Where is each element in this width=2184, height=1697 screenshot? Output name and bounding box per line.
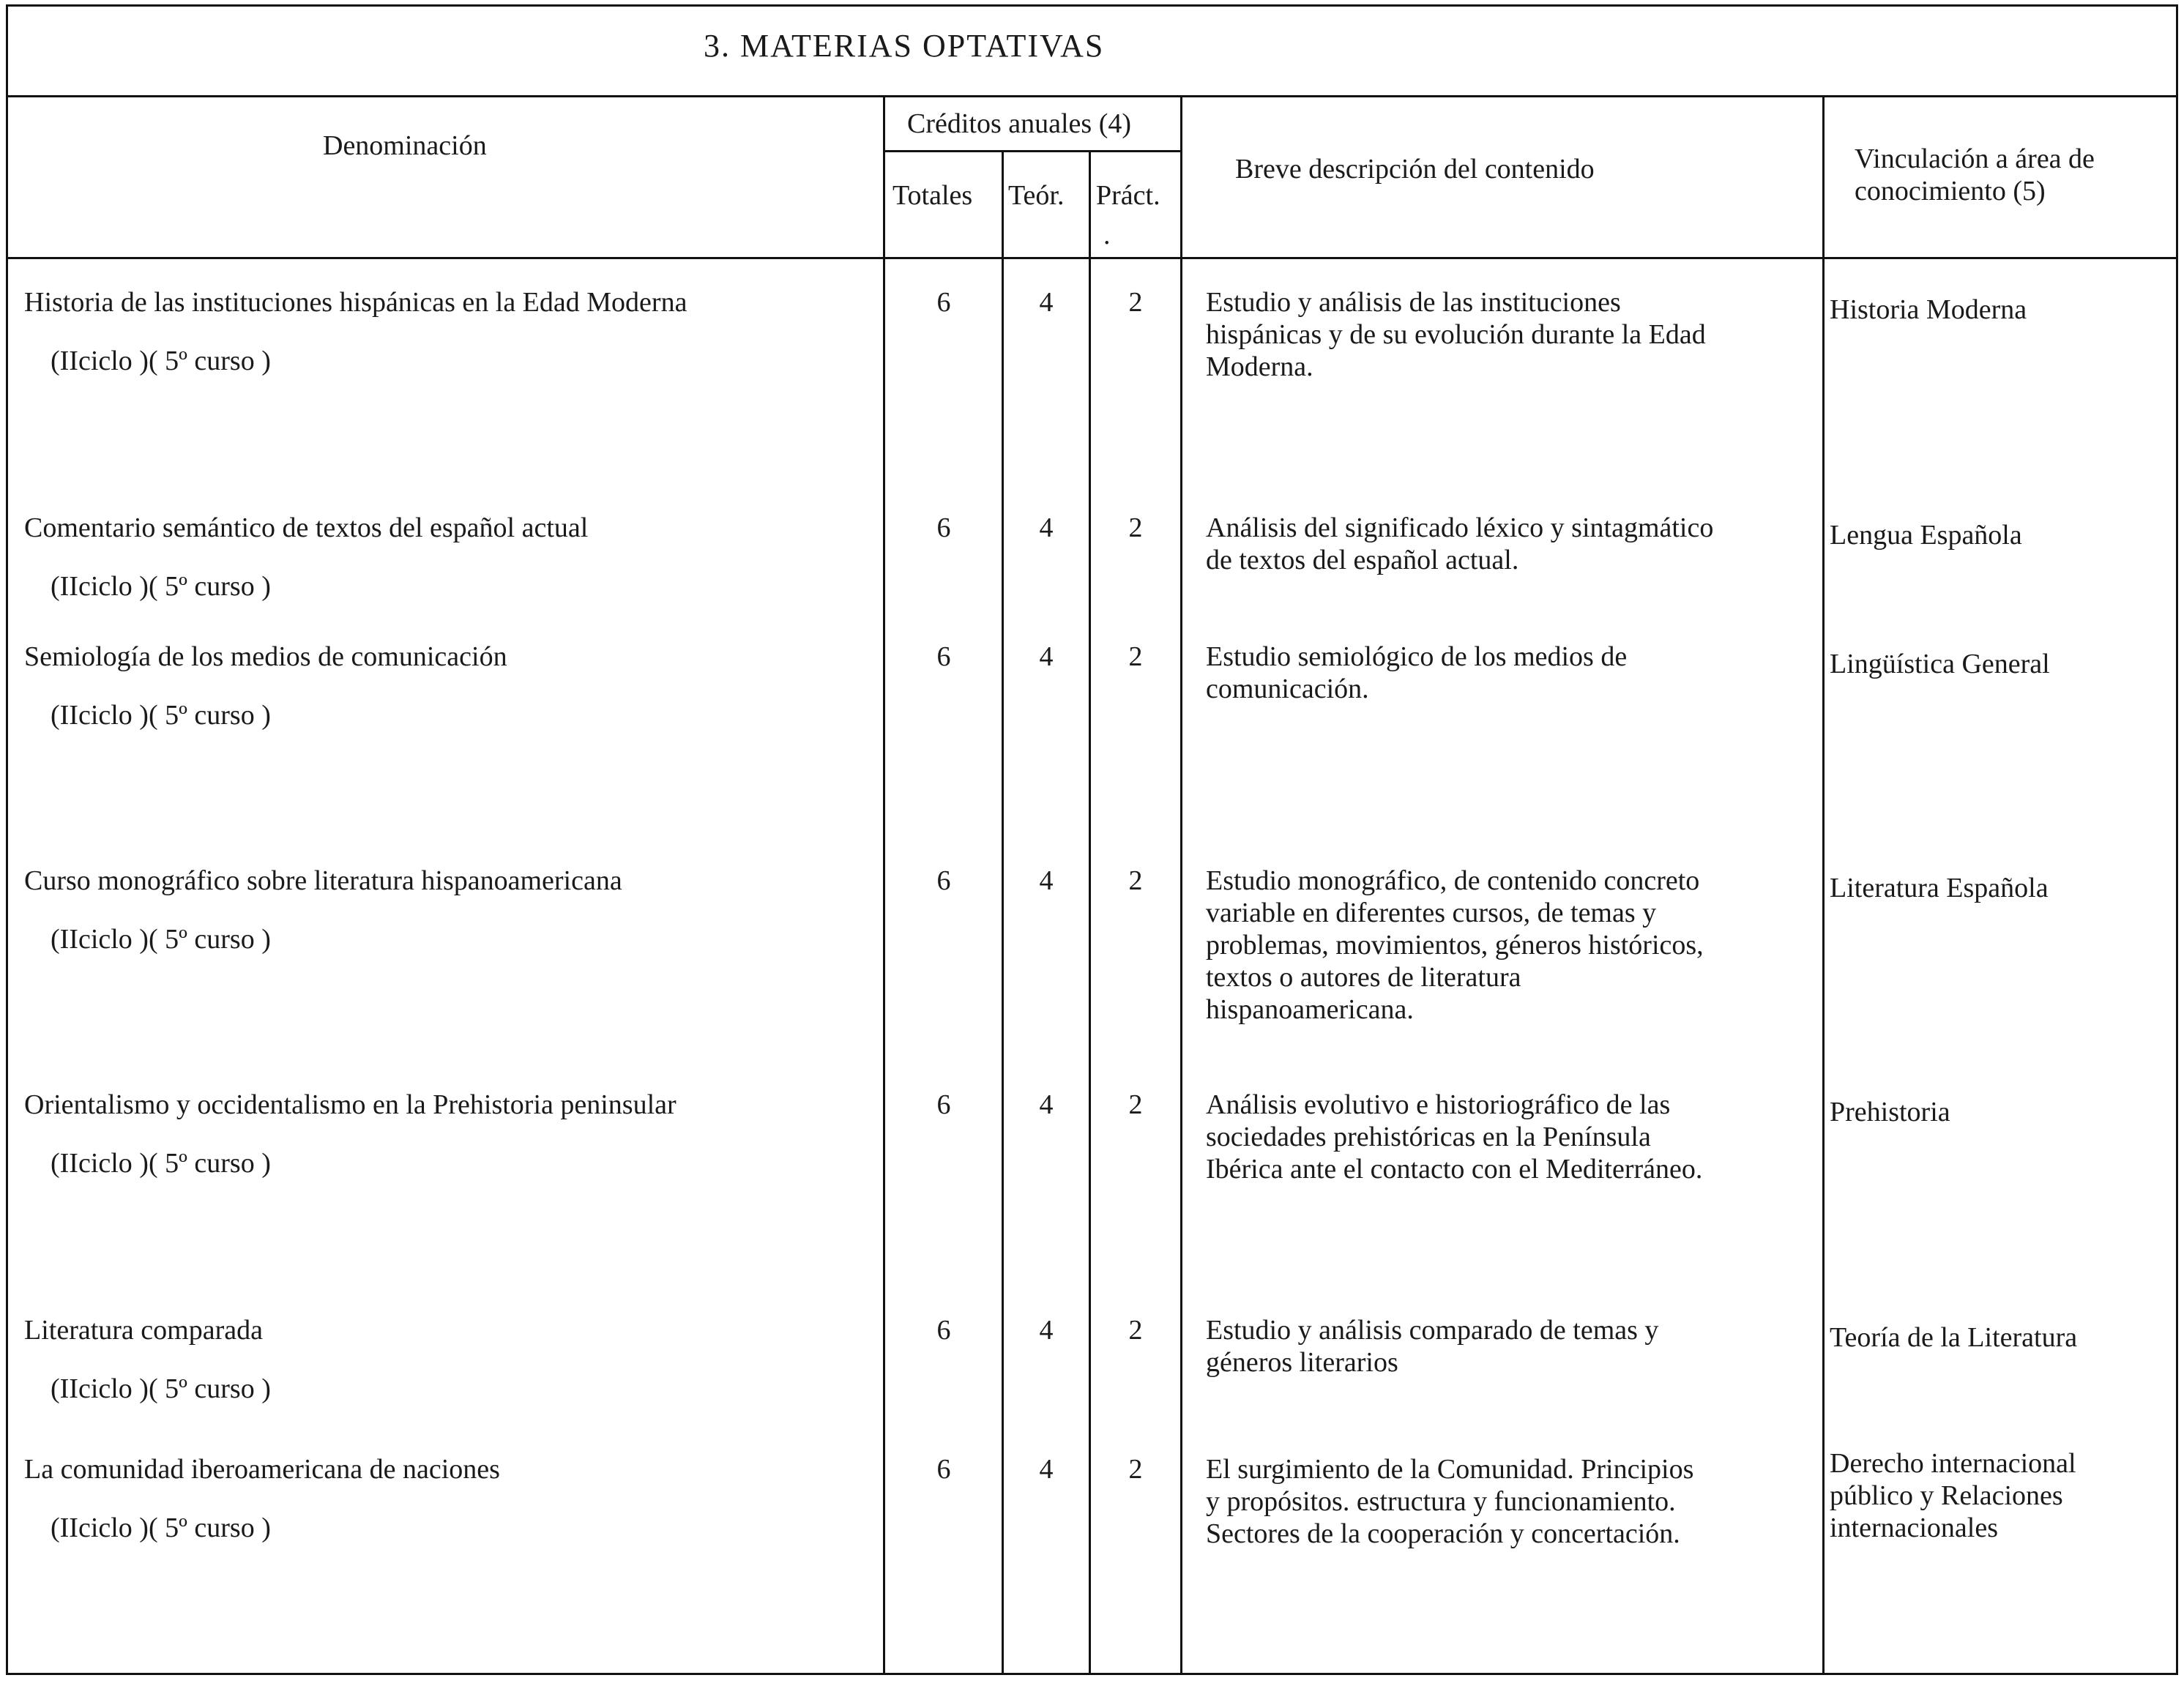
- description-line: Sectores de la cooperación y concertación.: [1206, 1518, 1680, 1549]
- subject-cycle: (IIciclo )( 5º curso ): [51, 1148, 271, 1179]
- description-line: de textos del español actual.: [1206, 545, 1519, 575]
- header-denominacion: Denominación: [323, 130, 487, 161]
- description-line: Ibérica ante el contacto con el Mediterráneo.: [1206, 1154, 1703, 1185]
- subject-cycle: (IIciclo )( 5º curso ): [51, 700, 271, 731]
- description-line: Estudio semiológico de los medios de: [1206, 641, 1628, 672]
- area-line: Prehistoria: [1830, 1097, 1950, 1127]
- credits-totales: 6: [936, 1454, 951, 1485]
- credits-totales: 6: [936, 641, 951, 672]
- area-line: internacionales: [1830, 1513, 1999, 1543]
- credits-teor: 4: [1039, 865, 1054, 896]
- credits-teor: 4: [1039, 641, 1054, 672]
- credits-totales: 6: [936, 512, 951, 543]
- description-line: y propósitos. estructura y funcionamiento.: [1206, 1486, 1676, 1517]
- description-line: comunicación.: [1206, 674, 1369, 704]
- description-line: variable en diferentes cursos, de temas y: [1206, 898, 1657, 928]
- credits-pract: 2: [1128, 865, 1143, 896]
- description-line: Estudio y análisis de las instituciones: [1206, 287, 1621, 318]
- area-line: Derecho internacional: [1830, 1448, 2076, 1479]
- description-line: El surgimiento de la Comunidad. Principios: [1206, 1454, 1694, 1485]
- description-line: Moderna.: [1206, 351, 1313, 382]
- description-line: textos o autores de literatura: [1206, 962, 1521, 993]
- header-vinculacion-line1: Vinculación a área de: [1855, 143, 2095, 174]
- description-line: sociedades prehistóricas en la Península: [1206, 1122, 1651, 1152]
- credits-totales: 6: [936, 1315, 951, 1346]
- credits-totales: 6: [936, 1089, 951, 1120]
- credits-pract: 2: [1128, 1089, 1143, 1120]
- subject-name: Historia de las instituciones hispánicas en la Edad Moderna: [24, 287, 687, 318]
- header-teor: Teór.: [1008, 180, 1065, 211]
- description-line: géneros literarios: [1206, 1347, 1398, 1378]
- credits-teor: 4: [1039, 1454, 1054, 1485]
- description-line: Estudio y análisis comparado de temas y: [1206, 1315, 1659, 1346]
- document-page: [6, 4, 2178, 1675]
- area-line: Literatura Española: [1830, 873, 2049, 903]
- credits-pract: 2: [1128, 641, 1143, 672]
- credits-teor: 4: [1039, 1315, 1054, 1346]
- header-pract: Práct.: [1096, 180, 1160, 211]
- credits-teor: 4: [1039, 512, 1054, 543]
- credits-pract: 2: [1128, 1454, 1143, 1485]
- area-line: Lingüística General: [1830, 649, 2050, 679]
- area-line: Historia Moderna: [1830, 294, 2027, 325]
- credits-pract: 2: [1128, 287, 1143, 318]
- subject-name: La comunidad iberoamericana de naciones: [24, 1454, 500, 1485]
- header-creditos: Créditos anuales (4): [907, 108, 1132, 139]
- column-line-2: [1002, 150, 1004, 1673]
- credits-teor: 4: [1039, 1089, 1054, 1120]
- subject-name: Curso monográfico sobre literatura hispanoamericana: [24, 865, 622, 896]
- subject-name: Orientalismo y occidentalismo en la Prehistoria peninsular: [24, 1089, 677, 1120]
- column-line-5: [1822, 97, 1825, 1673]
- description-line: problemas, movimientos, géneros históricos,: [1206, 930, 1704, 961]
- credits-teor: 4: [1039, 287, 1054, 318]
- subject-cycle: (IIciclo )( 5º curso ): [51, 346, 271, 376]
- header-pract-dot: .: [1103, 220, 1111, 250]
- area-line: público y Relaciones: [1830, 1480, 2063, 1511]
- subject-name: Semiología de los medios de comunicación: [24, 641, 507, 672]
- page-title: 3. MATERIAS OPTATIVAS: [704, 28, 1105, 64]
- header-credits-divider: [885, 150, 1181, 152]
- column-line-3: [1089, 150, 1091, 1673]
- subject-cycle: (IIciclo )( 5º curso ): [51, 1513, 271, 1543]
- area-line: Teoría de la Literatura: [1830, 1322, 2078, 1353]
- header-bottom-line: [8, 257, 2176, 259]
- credits-pract: 2: [1128, 512, 1143, 543]
- credits-pract: 2: [1128, 1315, 1143, 1346]
- header-totales: Totales: [892, 180, 973, 211]
- column-line-1: [883, 97, 885, 1673]
- description-line: Estudio monográfico, de contenido concreto: [1206, 865, 1700, 896]
- subject-name: Literatura comparada: [24, 1315, 263, 1346]
- subject-cycle: (IIciclo )( 5º curso ): [51, 924, 271, 955]
- subject-cycle: (IIciclo )( 5º curso ): [51, 571, 271, 602]
- description-line: Análisis del significado léxico y sintagmático: [1206, 512, 1714, 543]
- subject-name: Comentario semántico de textos del español actual: [24, 512, 589, 543]
- area-line: Lengua Española: [1830, 520, 2022, 551]
- description-line: hispánicas y de su evolución durante la Edad: [1206, 319, 1706, 350]
- subject-cycle: (IIciclo )( 5º curso ): [51, 1373, 271, 1404]
- credits-totales: 6: [936, 287, 951, 318]
- description-line: Análisis evolutivo e historiográfico de las: [1206, 1089, 1671, 1120]
- header-vinculacion-line2: conocimiento (5): [1855, 176, 2046, 206]
- credits-totales: 6: [936, 865, 951, 896]
- description-line: hispanoamericana.: [1206, 994, 1414, 1025]
- title-row: [8, 7, 2176, 97]
- header-descripcion: Breve descripción del contenido: [1235, 154, 1595, 184]
- column-line-4: [1180, 97, 1182, 1673]
